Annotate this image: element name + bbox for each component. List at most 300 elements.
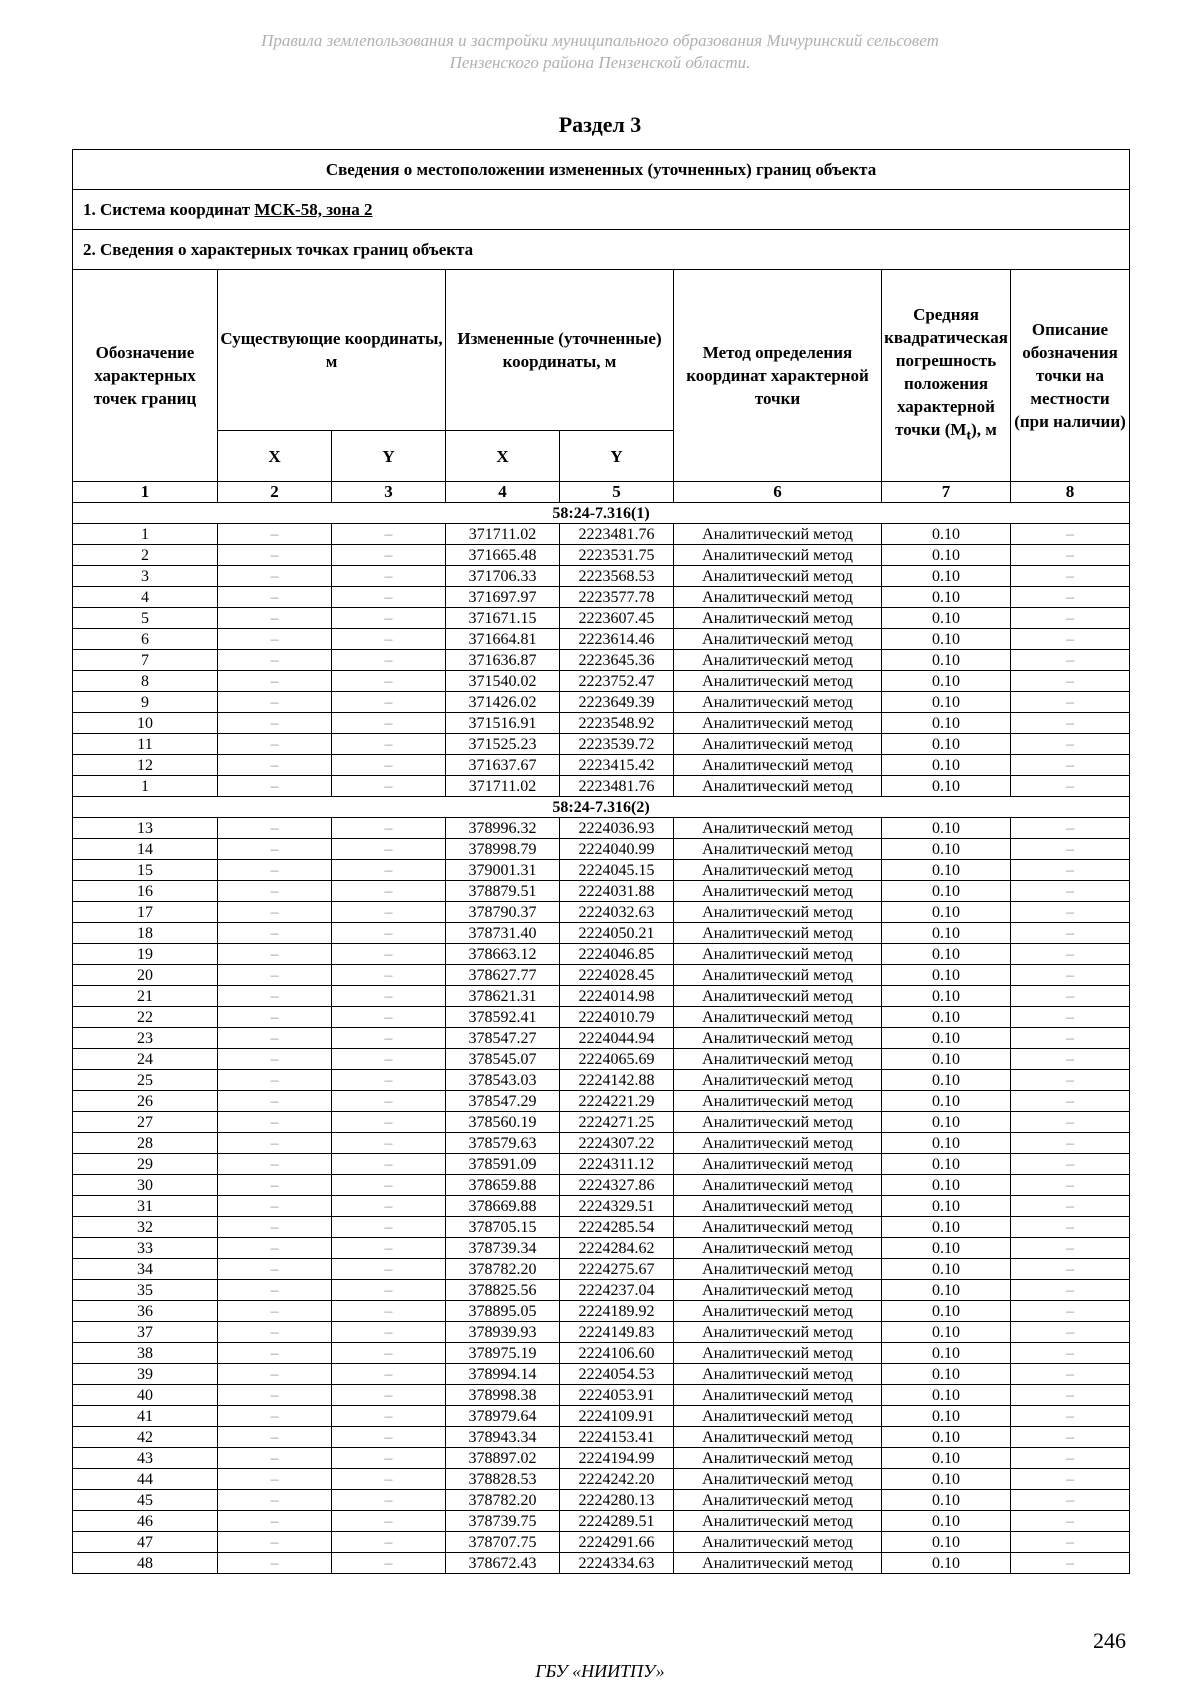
- cell-existing-y: –: [332, 1007, 446, 1028]
- cell-error: 0.10: [882, 1406, 1011, 1427]
- cell-changed-y: 2223752.47: [560, 671, 674, 692]
- table-row: [73, 1532, 1130, 1553]
- cell-existing-x: –: [218, 587, 332, 608]
- table-title: Сведения о местоположении измененных (уточненных) границ объекта: [73, 150, 1130, 190]
- cell-existing-x: –: [218, 1133, 332, 1154]
- cell-method: Аналитический метод: [674, 1322, 882, 1343]
- cell-description: –: [1011, 587, 1130, 608]
- cell-changed-x: 371706.33: [446, 566, 560, 587]
- cell-changed-x: 378621.31: [446, 986, 560, 1007]
- cell-description: –: [1011, 1091, 1130, 1112]
- cell-changed-x: 378579.63: [446, 1133, 560, 1154]
- cell-method: Аналитический метод: [674, 1091, 882, 1112]
- cell-method: Аналитический метод: [674, 1217, 882, 1238]
- cell-method: Аналитический метод: [674, 1511, 882, 1532]
- cell-method: Аналитический метод: [674, 1385, 882, 1406]
- cell-error: 0.10: [882, 818, 1011, 839]
- cell-changed-x: 378979.64: [446, 1406, 560, 1427]
- cell-existing-x: –: [218, 839, 332, 860]
- cell-existing-y: –: [332, 1091, 446, 1112]
- cell-error: 0.10: [882, 1028, 1011, 1049]
- cell-existing-y: –: [332, 1511, 446, 1532]
- cell-point-number: 47: [73, 1532, 218, 1553]
- running-header: [0, 30, 1200, 74]
- cell-description: –: [1011, 545, 1130, 566]
- cell-error: 0.10: [882, 1553, 1011, 1574]
- table-row: [73, 1154, 1130, 1175]
- cell-existing-x: –: [218, 818, 332, 839]
- column-number: 7: [882, 482, 1011, 503]
- cell-changed-y: 2224327.86: [560, 1175, 674, 1196]
- cell-description: –: [1011, 629, 1130, 650]
- table-row: [73, 713, 1130, 734]
- cell-existing-y: –: [332, 1112, 446, 1133]
- table-row: [73, 1490, 1130, 1511]
- cell-existing-y: –: [332, 1049, 446, 1070]
- table-row: [73, 1028, 1130, 1049]
- cell-existing-y: –: [332, 734, 446, 755]
- cell-method: Аналитический метод: [674, 1427, 882, 1448]
- cell-method: Аналитический метод: [674, 545, 882, 566]
- header-changed-y: Y: [560, 431, 674, 482]
- cell-point-number: 16: [73, 881, 218, 902]
- cell-existing-x: –: [218, 1007, 332, 1028]
- table-row: [73, 1259, 1130, 1280]
- table-row: [73, 671, 1130, 692]
- cell-changed-x: 378663.12: [446, 944, 560, 965]
- cell-existing-y: –: [332, 1469, 446, 1490]
- cell-existing-y: –: [332, 1364, 446, 1385]
- cell-changed-y: 2224285.54: [560, 1217, 674, 1238]
- cell-changed-x: 378825.56: [446, 1280, 560, 1301]
- cell-changed-y: 2224194.99: [560, 1448, 674, 1469]
- cell-changed-y: 2224237.04: [560, 1280, 674, 1301]
- table-row: [73, 566, 1130, 587]
- cell-method: Аналитический метод: [674, 671, 882, 692]
- cell-existing-y: –: [332, 1070, 446, 1091]
- cell-description: –: [1011, 608, 1130, 629]
- cell-point-number: 34: [73, 1259, 218, 1280]
- header-mean-square-error: [882, 270, 1011, 482]
- cell-existing-x: –: [218, 902, 332, 923]
- cell-changed-x: 378782.20: [446, 1490, 560, 1511]
- cell-changed-y: 2223568.53: [560, 566, 674, 587]
- cell-point-number: 42: [73, 1427, 218, 1448]
- cell-changed-y: 2224284.62: [560, 1238, 674, 1259]
- cell-description: –: [1011, 755, 1130, 776]
- column-number: 8: [1011, 482, 1130, 503]
- cell-existing-y: –: [332, 608, 446, 629]
- table-row: [73, 818, 1130, 839]
- cell-method: Аналитический метод: [674, 818, 882, 839]
- cell-point-number: 20: [73, 965, 218, 986]
- cell-description: –: [1011, 902, 1130, 923]
- cell-method: Аналитический метод: [674, 734, 882, 755]
- table-row: [73, 1070, 1130, 1091]
- cell-existing-x: –: [218, 524, 332, 545]
- cell-changed-y: 2224142.88: [560, 1070, 674, 1091]
- cell-changed-y: 2224307.22: [560, 1133, 674, 1154]
- table-row: [73, 545, 1130, 566]
- header-description: Описание обозначения точки на местности (при наличии): [1011, 270, 1130, 482]
- cell-description: –: [1011, 965, 1130, 986]
- cell-point-number: 26: [73, 1091, 218, 1112]
- cell-description: –: [1011, 1049, 1130, 1070]
- cell-point-number: 8: [73, 671, 218, 692]
- table-row: [73, 524, 1130, 545]
- cell-changed-x: 378591.09: [446, 1154, 560, 1175]
- cell-point-number: 11: [73, 734, 218, 755]
- page-number: 246: [1093, 1628, 1126, 1653]
- cell-error: 0.10: [882, 1322, 1011, 1343]
- cell-existing-y: –: [332, 671, 446, 692]
- table-row: [73, 1238, 1130, 1259]
- cell-point-number: 28: [73, 1133, 218, 1154]
- cell-description: –: [1011, 1070, 1130, 1091]
- cell-point-number: 18: [73, 923, 218, 944]
- cell-error: 0.10: [882, 1343, 1011, 1364]
- cell-existing-x: –: [218, 944, 332, 965]
- cell-point-number: 23: [73, 1028, 218, 1049]
- footer: ГБУ «НИИТПУ»: [535, 1661, 665, 1681]
- cell-method: Аналитический метод: [674, 1196, 882, 1217]
- cell-changed-x: 371426.02: [446, 692, 560, 713]
- cell-existing-y: –: [332, 587, 446, 608]
- cell-existing-x: –: [218, 671, 332, 692]
- cell-existing-x: –: [218, 881, 332, 902]
- cell-method: Аналитический метод: [674, 1532, 882, 1553]
- cell-changed-y: 2224334.63: [560, 1553, 674, 1574]
- table-row: [73, 965, 1130, 986]
- table-row: [73, 1301, 1130, 1322]
- cell-error: 0.10: [882, 1175, 1011, 1196]
- cell-point-number: 30: [73, 1175, 218, 1196]
- cell-changed-x: 371516.91: [446, 713, 560, 734]
- cell-existing-y: –: [332, 545, 446, 566]
- cell-existing-x: –: [218, 1238, 332, 1259]
- cell-method: Аналитический метод: [674, 1448, 882, 1469]
- cell-existing-y: –: [332, 524, 446, 545]
- cell-error: 0.10: [882, 566, 1011, 587]
- cell-description: –: [1011, 1259, 1130, 1280]
- running-header-line1: Правила землепользования и застройки муниципального образования Мичуринский сельсовет: [261, 31, 939, 50]
- cell-changed-y: 2223531.75: [560, 545, 674, 566]
- cell-method: Аналитический метод: [674, 650, 882, 671]
- cell-point-number: 31: [73, 1196, 218, 1217]
- cell-point-number: 19: [73, 944, 218, 965]
- table-row: [73, 1091, 1130, 1112]
- cell-description: –: [1011, 1427, 1130, 1448]
- cell-point-number: 14: [73, 839, 218, 860]
- cell-existing-y: –: [332, 923, 446, 944]
- cell-method: Аналитический метод: [674, 1154, 882, 1175]
- table-row: [73, 608, 1130, 629]
- cell-point-number: 10: [73, 713, 218, 734]
- cell-point-number: 38: [73, 1343, 218, 1364]
- cell-changed-x: 371711.02: [446, 524, 560, 545]
- table-row: [73, 734, 1130, 755]
- cell-point-number: 9: [73, 692, 218, 713]
- cell-method: Аналитический метод: [674, 1070, 882, 1091]
- cell-changed-x: 371697.97: [446, 587, 560, 608]
- cell-description: –: [1011, 1490, 1130, 1511]
- cell-changed-y: 2224053.91: [560, 1385, 674, 1406]
- cell-description: –: [1011, 566, 1130, 587]
- cell-existing-x: –: [218, 986, 332, 1007]
- cell-changed-x: 378994.14: [446, 1364, 560, 1385]
- table-row: [73, 986, 1130, 1007]
- cell-error: 0.10: [882, 692, 1011, 713]
- coordinate-system-row: [73, 190, 1130, 230]
- group-header-row: [73, 503, 1130, 524]
- cell-changed-x: 378627.77: [446, 965, 560, 986]
- cell-description: –: [1011, 734, 1130, 755]
- cell-changed-y: 2224242.20: [560, 1469, 674, 1490]
- cell-description: –: [1011, 671, 1130, 692]
- cell-existing-y: –: [332, 1301, 446, 1322]
- cell-description: –: [1011, 923, 1130, 944]
- cell-changed-x: 378739.75: [446, 1511, 560, 1532]
- cell-error: 0.10: [882, 1448, 1011, 1469]
- cell-existing-x: –: [218, 1049, 332, 1070]
- cell-changed-y: 2224109.91: [560, 1406, 674, 1427]
- cell-description: –: [1011, 650, 1130, 671]
- cell-error: 0.10: [882, 839, 1011, 860]
- cell-changed-x: 378739.34: [446, 1238, 560, 1259]
- cell-changed-y: 2224032.63: [560, 902, 674, 923]
- group-name: 58:24-7.316(1): [73, 503, 1130, 524]
- cell-description: –: [1011, 944, 1130, 965]
- cell-existing-x: –: [218, 1280, 332, 1301]
- cell-description: –: [1011, 1364, 1130, 1385]
- table-row: [73, 1175, 1130, 1196]
- cell-description: –: [1011, 839, 1130, 860]
- cell-description: –: [1011, 1406, 1130, 1427]
- cell-error: 0.10: [882, 545, 1011, 566]
- cell-description: –: [1011, 1175, 1130, 1196]
- cell-existing-y: –: [332, 1448, 446, 1469]
- cell-method: Аналитический метод: [674, 755, 882, 776]
- cell-changed-y: 2224045.15: [560, 860, 674, 881]
- cell-changed-y: 2224221.29: [560, 1091, 674, 1112]
- cell-description: –: [1011, 818, 1130, 839]
- cell-error: 0.10: [882, 755, 1011, 776]
- cell-existing-x: –: [218, 1112, 332, 1133]
- header-point-designation: Обозначение характерных точек границ: [73, 270, 218, 482]
- cell-changed-x: 378897.02: [446, 1448, 560, 1469]
- cell-method: Аналитический метод: [674, 608, 882, 629]
- cell-method: Аналитический метод: [674, 1238, 882, 1259]
- cell-existing-x: –: [218, 1196, 332, 1217]
- cell-existing-x: –: [218, 1154, 332, 1175]
- cell-error: 0.10: [882, 1007, 1011, 1028]
- header-existing-y: Y: [332, 431, 446, 482]
- cell-changed-y: 2224036.93: [560, 818, 674, 839]
- cell-changed-x: 378943.34: [446, 1427, 560, 1448]
- cell-existing-y: –: [332, 1490, 446, 1511]
- cell-existing-x: –: [218, 608, 332, 629]
- cell-existing-x: –: [218, 755, 332, 776]
- table-row: [73, 923, 1130, 944]
- cell-description: –: [1011, 1238, 1130, 1259]
- table-row: [73, 1049, 1130, 1070]
- table-row: [73, 1007, 1130, 1028]
- cell-method: Аналитический метод: [674, 524, 882, 545]
- cell-existing-x: –: [218, 1070, 332, 1091]
- cell-point-number: 13: [73, 818, 218, 839]
- cell-method: Аналитический метод: [674, 1469, 882, 1490]
- cell-existing-x: –: [218, 1259, 332, 1280]
- table-row: [73, 881, 1130, 902]
- table-row: [73, 944, 1130, 965]
- cell-point-number: 22: [73, 1007, 218, 1028]
- cell-point-number: 35: [73, 1280, 218, 1301]
- cell-method: Аналитический метод: [674, 1028, 882, 1049]
- cell-point-number: 12: [73, 755, 218, 776]
- cell-changed-y: 2224189.92: [560, 1301, 674, 1322]
- cell-existing-y: –: [332, 902, 446, 923]
- coordinate-system-value: МСК-58, зона 2: [254, 199, 373, 219]
- cell-existing-y: –: [332, 986, 446, 1007]
- table-row: [73, 839, 1130, 860]
- cell-error: 0.10: [882, 1259, 1011, 1280]
- cell-changed-y: 2223649.39: [560, 692, 674, 713]
- cell-existing-y: –: [332, 1553, 446, 1574]
- cell-existing-y: –: [332, 1133, 446, 1154]
- cell-existing-x: –: [218, 650, 332, 671]
- cell-description: –: [1011, 1028, 1130, 1049]
- header-mse-tail: ), м: [971, 420, 997, 440]
- table-row: [73, 860, 1130, 881]
- cell-method: Аналитический метод: [674, 1133, 882, 1154]
- cell-changed-x: 378879.51: [446, 881, 560, 902]
- cell-point-number: 21: [73, 986, 218, 1007]
- cell-method: Аналитический метод: [674, 713, 882, 734]
- header-changed-x: X: [446, 431, 560, 482]
- cell-existing-y: –: [332, 776, 446, 797]
- cell-point-number: 15: [73, 860, 218, 881]
- cell-changed-y: 2224028.45: [560, 965, 674, 986]
- cell-method: Аналитический метод: [674, 1259, 882, 1280]
- cell-existing-x: –: [218, 566, 332, 587]
- table-row: [73, 650, 1130, 671]
- cell-existing-x: –: [218, 1469, 332, 1490]
- cell-existing-y: –: [332, 1280, 446, 1301]
- cell-method: Аналитический метод: [674, 1280, 882, 1301]
- cell-method: Аналитический метод: [674, 986, 882, 1007]
- cell-existing-y: –: [332, 1196, 446, 1217]
- group-name: 58:24-7.316(2): [73, 797, 1130, 818]
- cell-error: 0.10: [882, 1469, 1011, 1490]
- cell-point-number: 48: [73, 1553, 218, 1574]
- cell-existing-x: –: [218, 629, 332, 650]
- cell-method: Аналитический метод: [674, 692, 882, 713]
- cell-error: 0.10: [882, 608, 1011, 629]
- cell-existing-x: –: [218, 1532, 332, 1553]
- cell-point-number: 1: [73, 776, 218, 797]
- section-title: Раздел 3: [558, 112, 642, 137]
- cell-existing-y: –: [332, 1217, 446, 1238]
- cell-changed-x: 378782.20: [446, 1259, 560, 1280]
- cell-existing-x: –: [218, 1091, 332, 1112]
- header-existing-coords: Существующие координаты, м: [218, 270, 446, 431]
- cell-changed-y: 2224271.25: [560, 1112, 674, 1133]
- table-row: [73, 1280, 1130, 1301]
- cell-method: Аналитический метод: [674, 944, 882, 965]
- cell-error: 0.10: [882, 1091, 1011, 1112]
- cell-method: Аналитический метод: [674, 1301, 882, 1322]
- cell-description: –: [1011, 1112, 1130, 1133]
- cell-changed-y: 2223607.45: [560, 608, 674, 629]
- cell-changed-y: 2224031.88: [560, 881, 674, 902]
- cell-description: –: [1011, 1343, 1130, 1364]
- cell-point-number: 40: [73, 1385, 218, 1406]
- cell-point-number: 32: [73, 1217, 218, 1238]
- group-header-row: [73, 797, 1130, 818]
- cell-changed-x: 378707.75: [446, 1532, 560, 1553]
- cell-method: Аналитический метод: [674, 1553, 882, 1574]
- cell-existing-x: –: [218, 1490, 332, 1511]
- cell-error: 0.10: [882, 1301, 1011, 1322]
- table-row: [73, 692, 1130, 713]
- cell-error: 0.10: [882, 986, 1011, 1007]
- cell-changed-y: 2224153.41: [560, 1427, 674, 1448]
- coordinate-system-prefix: 1. Система координат: [83, 199, 255, 219]
- cell-error: 0.10: [882, 1385, 1011, 1406]
- cell-existing-x: –: [218, 713, 332, 734]
- cell-point-number: 43: [73, 1448, 218, 1469]
- cell-point-number: 4: [73, 587, 218, 608]
- cell-changed-x: 378669.88: [446, 1196, 560, 1217]
- cell-error: 0.10: [882, 923, 1011, 944]
- cell-changed-y: 2224106.60: [560, 1343, 674, 1364]
- cell-existing-x: –: [218, 1322, 332, 1343]
- cell-existing-y: –: [332, 1028, 446, 1049]
- cell-description: –: [1011, 1385, 1130, 1406]
- cell-existing-y: –: [332, 1322, 446, 1343]
- cell-existing-y: –: [332, 629, 446, 650]
- cell-changed-x: 378939.93: [446, 1322, 560, 1343]
- cell-error: 0.10: [882, 1070, 1011, 1091]
- table-row: [73, 1322, 1130, 1343]
- cell-existing-x: –: [218, 1217, 332, 1238]
- cell-existing-y: –: [332, 713, 446, 734]
- cell-point-number: 7: [73, 650, 218, 671]
- cell-changed-y: 2224010.79: [560, 1007, 674, 1028]
- cell-changed-y: 2224044.94: [560, 1028, 674, 1049]
- table-row: [73, 629, 1130, 650]
- table-row: [73, 1406, 1130, 1427]
- cell-point-number: 33: [73, 1238, 218, 1259]
- cell-existing-y: –: [332, 650, 446, 671]
- cell-existing-x: –: [218, 860, 332, 881]
- header-mse-sub: t: [966, 427, 972, 444]
- cell-method: Аналитический метод: [674, 881, 882, 902]
- cell-changed-x: 378560.19: [446, 1112, 560, 1133]
- cell-changed-x: 378828.53: [446, 1469, 560, 1490]
- cell-existing-y: –: [332, 1385, 446, 1406]
- cell-method: Аналитический метод: [674, 566, 882, 587]
- cell-changed-y: 2224329.51: [560, 1196, 674, 1217]
- cell-point-number: 24: [73, 1049, 218, 1070]
- cell-changed-x: 378996.32: [446, 818, 560, 839]
- cell-error: 0.10: [882, 1364, 1011, 1385]
- column-number: 3: [332, 482, 446, 503]
- cell-changed-x: 371665.48: [446, 545, 560, 566]
- cell-error: 0.10: [882, 1511, 1011, 1532]
- cell-changed-x: 371540.02: [446, 671, 560, 692]
- cell-method: Аналитический метод: [674, 923, 882, 944]
